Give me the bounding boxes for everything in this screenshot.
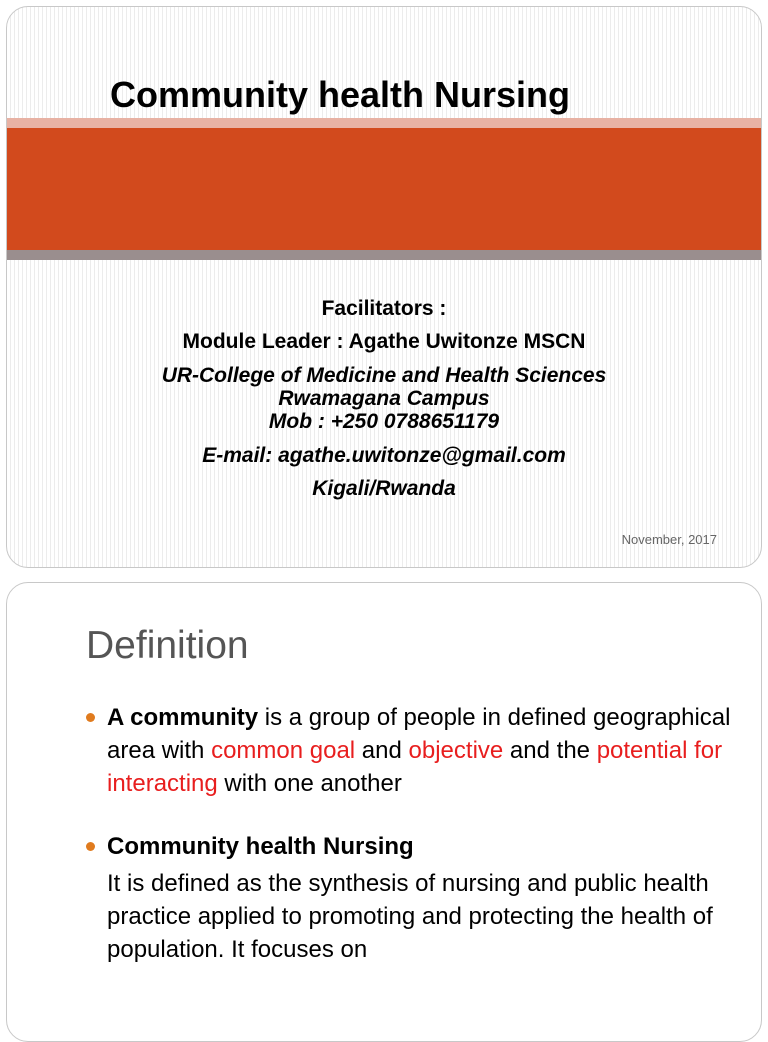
accent-band-orange [7, 128, 761, 250]
bullet-dot-icon [86, 842, 95, 851]
slide-title: Definition [86, 624, 249, 667]
highlight-objective: objective [408, 737, 504, 764]
campus-name: Rwamagana Campus [278, 387, 490, 410]
accent-band-pink [7, 118, 761, 128]
bullet-community [107, 701, 735, 800]
bullet-text: is a group of people in defined geographical area with [107, 704, 731, 764]
email-address: E-mail: agathe.uwitonze@gmail.com [202, 444, 566, 467]
highlight-potential: potential for interacting [107, 737, 723, 797]
highlight-common-goal: common goal [211, 737, 356, 764]
accent-band-gray [7, 250, 761, 260]
location: Kigali/Rwanda [312, 477, 456, 500]
module-leader: Module Leader : Agathe Uwitonze MSCN [182, 330, 586, 353]
chn-definition: It is defined as the synthesis of nursing and public health practice applied to promoting and protecting the health of population. It focuses on [107, 870, 713, 963]
facilitator-info [7, 297, 761, 500]
slide-title: Community health Nursing [110, 74, 571, 115]
slide-date: November, 2017 [621, 532, 717, 547]
bullet-list [107, 701, 735, 966]
title-slide [6, 6, 762, 568]
bullet-text: with one another [217, 770, 402, 797]
college-name: UR-College of Medicine and Health Sciences [161, 364, 607, 387]
bullet-chn [107, 830, 735, 966]
bullet-text: and [355, 737, 409, 764]
mobile-number: Mob : +250 0788651179 [268, 410, 500, 433]
facilitators-label: Facilitators : [321, 297, 447, 320]
term-community: A community [107, 704, 259, 731]
bullet-dot-icon [86, 713, 95, 722]
definition-slide [6, 582, 762, 1042]
bullet-text: and the [503, 737, 597, 764]
term-chn: Community health Nursing [107, 833, 414, 860]
